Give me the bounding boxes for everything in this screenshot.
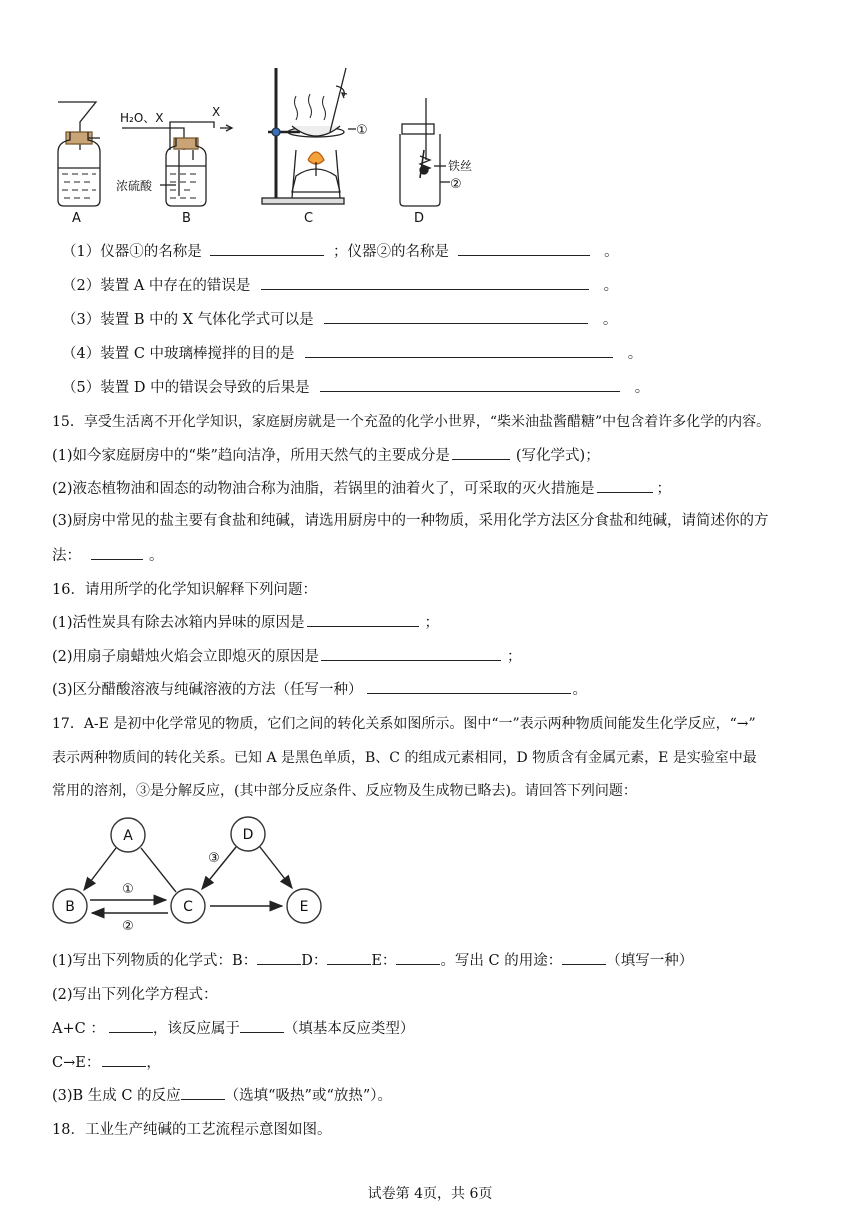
d-mark-label: ② <box>450 177 462 192</box>
q15-part2: (2)液态植物油和固态的动物油合称为油脂，若锅里的油着火了，可采取的灭火措施是 ； <box>52 478 671 499</box>
q17-part2-ac: A+C ： ，该反应属于 （填基本反应类型） <box>52 1018 414 1039</box>
q17-stem-line1: 17．A-E 是初中化学常见的物质，它们之间的转化关系如图所示。图中“一”表示两种物质间能发生化学反应，“→” <box>52 716 756 732</box>
apparatus-c-label: C <box>304 211 314 226</box>
q16-part2: (2)用扇子扇蜡烛火焰会立即熄灭的原因是 ； <box>52 646 522 667</box>
q17-part2-ce: C→E： ， <box>52 1052 161 1073</box>
q17-part3: (3)B 生成 C 的反应 （选填“吸热”或“放热”）。 <box>52 1085 392 1106</box>
q17-b-blank[interactable] <box>257 950 301 965</box>
q14-part2: （2）装置 A 中存在的错误是 。 <box>62 275 618 296</box>
q17-p3-blank[interactable] <box>181 1085 225 1100</box>
q17-part2: (2)写出下列化学方程式： <box>52 987 218 1003</box>
c-mark-label: ① <box>356 123 368 138</box>
page-footer: 试卷第 4页，共 6页 <box>367 1186 493 1202</box>
mark-2: ② <box>122 919 134 934</box>
edge-a-b <box>84 848 116 890</box>
node-e-label: E <box>299 899 309 915</box>
mark-3: ③ <box>208 851 220 866</box>
q18-stem: 18．工业生产纯碱的工艺流程示意图如图。 <box>52 1122 332 1138</box>
q17-stem-line3: 常用的溶剂，③是分解反应，(其中部分反应条件、反应物及生成物已略去)。请回答下列问题： <box>52 783 637 799</box>
node-a-label: A <box>123 828 133 844</box>
node-d-label: D <box>242 827 254 843</box>
edge-a-c <box>141 848 176 892</box>
apparatus-a-label: A <box>72 211 81 226</box>
q17-d-blank[interactable] <box>327 950 371 965</box>
apparatus-d-label: D <box>414 211 425 226</box>
apparatus-b-label: B <box>182 211 191 226</box>
q17-type-blank[interactable] <box>240 1018 284 1033</box>
b-gas-in-label: H₂O、X <box>120 111 164 125</box>
q17-stem-line2: 表示两种物质间的转化关系。已知 A 是黑色单质，B、C 的组成元素相同，D 物质含有金属元素，E 是实验室中最 <box>52 750 757 766</box>
edge-d-e <box>260 847 292 888</box>
node-b-label: B <box>65 899 75 915</box>
q15-part3-line1: (3)厨房中常见的盐主要有食盐和纯碱，请选用厨房中的一种物质，采用化学方法区分食盐和纯碱，请简述你的方 <box>52 513 769 529</box>
q16-part1: (1)活性炭具有除去冰箱内异味的原因是 ； <box>52 612 439 633</box>
q14-part4: （4）装置 C 中玻璃棒搅拌的目的是 。 <box>62 343 642 364</box>
q17-ce-blank[interactable] <box>102 1052 146 1067</box>
q15-part1: (1)如今家庭厨房中的“柴”趋向洁净，所用天然气的主要成分是 (写化学式)； <box>52 445 600 466</box>
node-c-label: C <box>183 899 193 915</box>
q16-stem: 16．请用所学的化学知识解释下列问题： <box>52 582 317 598</box>
q17-e-blank[interactable] <box>396 950 440 965</box>
b-gas-out-label: X <box>212 105 221 119</box>
q17-ac-blank[interactable] <box>109 1018 153 1033</box>
q17-use-blank[interactable] <box>562 950 606 965</box>
q14-part3: （3）装置 B 中的 X 气体化学式可以是 。 <box>62 309 617 330</box>
d-wire-label: 铁丝 <box>448 159 473 173</box>
q14-part5: （5）装置 D 中的错误会导致的后果是 。 <box>62 377 649 398</box>
q17-part1: (1)写出下列物质的化学式：B： D： E： 。写出 C 的用途： （填写一种） <box>52 950 693 971</box>
q16-part3: (3)区分醋酸溶液与纯碱溶液的方法（任写一种） 。 <box>52 679 587 700</box>
b-acid-label: 浓硫酸 <box>116 179 153 193</box>
q14-part1: （1）仪器①的名称是 ；仪器②的名称是 。 <box>62 241 619 262</box>
mark-1: ① <box>122 882 134 897</box>
q15-part3-line2: 法： 。 <box>52 545 164 566</box>
q15-stem: 15．享受生活离不开化学知识，家庭厨房就是一个充盈的化学小世界，“柴米油盐酱醋糖”中包含着许多化学的内容。 <box>52 414 771 430</box>
